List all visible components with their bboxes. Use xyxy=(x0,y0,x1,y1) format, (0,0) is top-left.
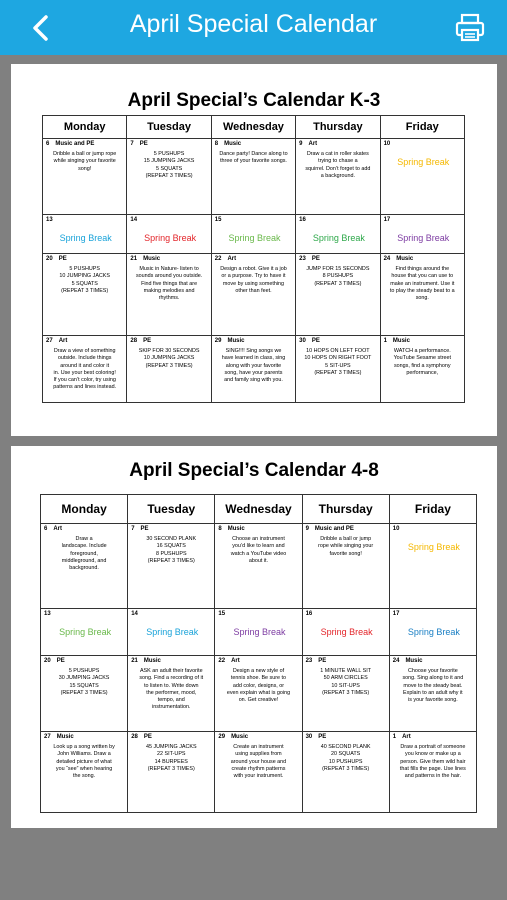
day-cell xyxy=(127,139,211,215)
spring-break-label: Spring Break xyxy=(59,233,112,243)
day-number: 13 xyxy=(46,217,53,223)
activity-text: Look up a song written by John Williams. Draw a detailed picture of what you “see” when hearing the song. xyxy=(53,744,115,780)
day-subject: PE xyxy=(140,526,149,532)
day-number: 27 xyxy=(44,734,51,740)
day-header xyxy=(43,139,126,147)
day-number: 1 xyxy=(392,734,397,740)
activity-text: Design a robot. Give it a job or a purpose. Try to have it move by using something other than feet. xyxy=(220,266,287,294)
day-number: 7 xyxy=(130,141,134,147)
day-number: 28 xyxy=(131,734,138,740)
weekday-header-row xyxy=(41,495,477,524)
activity-text: SING!!!! Sing songs we have learned in class, sing along with your favorite song, have your parents and family sing with you. xyxy=(221,348,286,384)
day-number: 17 xyxy=(392,611,400,617)
day-cell xyxy=(296,254,380,336)
day-cell xyxy=(41,732,128,813)
day-cell xyxy=(380,215,464,254)
day-subject: Art xyxy=(227,256,237,262)
day-subject: Music xyxy=(231,734,249,740)
spring-break-label: Spring Break xyxy=(407,627,460,637)
day-header xyxy=(127,215,210,223)
week-row xyxy=(41,656,477,732)
day-number: 6 xyxy=(46,141,50,147)
day-number: 8 xyxy=(218,526,222,532)
day-cell xyxy=(211,254,295,336)
day-number: 21 xyxy=(131,658,138,664)
day-number: 28 xyxy=(130,338,138,344)
activity-text: 30 SECOND PLANK 16 SQUATS 8 PUSHUPS (REPEAT 3 TIMES) xyxy=(146,536,197,564)
day-header xyxy=(212,254,295,262)
day-header xyxy=(390,524,476,532)
day-header xyxy=(127,254,210,262)
activity-text: Choose an instrument you’d like to learn and watch a YouTube video about it. xyxy=(230,536,287,564)
week-row xyxy=(41,524,477,609)
day-header xyxy=(390,656,476,664)
day-subject: PE xyxy=(311,338,320,344)
activity-text: Draw a landscape. Include foreground, middleground, and background. xyxy=(61,536,107,572)
spring-break-label: Spring Break xyxy=(397,233,450,243)
activity-text: 40 SECOND PLANK 20 SQUATS 10 PUSHUPS (REPEAT 3 TIMES) xyxy=(320,744,371,772)
weekday-header: Tuesday xyxy=(127,116,211,139)
day-cell xyxy=(41,524,128,609)
day-number: 17 xyxy=(383,217,391,223)
activity-text: Design a new style of tennis shoe. Be sure to add color, designs, or even explain what is going on. Get creative! xyxy=(226,668,291,704)
activity-text: 45 JUMPING JACKS 22 SIT-UPS 14 BURPEES (REPEAT 3 TIMES) xyxy=(145,744,197,772)
day-subject: Art xyxy=(231,658,240,664)
day-header xyxy=(381,215,464,223)
spring-break-label: Spring Break xyxy=(320,627,373,637)
day-cell xyxy=(128,656,215,732)
day-subject: Music xyxy=(392,338,410,344)
day-cell xyxy=(380,336,464,403)
day-cell xyxy=(215,656,302,732)
day-number: 24 xyxy=(383,256,391,262)
day-cell xyxy=(296,336,380,403)
day-number: 14 xyxy=(130,217,138,223)
day-header xyxy=(212,336,295,344)
spring-break-label: Spring Break xyxy=(228,233,281,243)
day-cell xyxy=(302,524,389,609)
day-cell xyxy=(41,656,128,732)
day-cell xyxy=(211,336,295,403)
activity-text: Choose your favorite song. Sing along to it and move to the steady beat. Explain to an adult why it is your favorite song. xyxy=(402,668,464,704)
day-cell xyxy=(296,139,380,215)
day-subject: PE xyxy=(58,256,67,262)
day-subject: Music xyxy=(405,658,423,664)
day-header xyxy=(41,656,127,664)
spring-break-label: Spring Break xyxy=(233,627,286,637)
day-subject: Music xyxy=(396,256,414,262)
day-number: 9 xyxy=(305,526,309,532)
day-number: 15 xyxy=(218,611,226,617)
activity-text: 1 MINUTE WALL SIT 50 ARM CIRCLES 10 SIT-UPS (REPEAT 3 TIMES) xyxy=(320,668,372,696)
weekday-header: Wednesday xyxy=(215,495,302,524)
day-header xyxy=(215,524,301,532)
printer-icon xyxy=(454,13,486,43)
day-cell xyxy=(43,215,127,254)
day-subject: Art xyxy=(308,141,318,147)
day-number: 14 xyxy=(131,611,138,617)
day-number: 10 xyxy=(392,526,400,532)
day-cell xyxy=(43,254,127,336)
day-subject: Music xyxy=(143,658,161,664)
day-cell xyxy=(389,656,476,732)
day-number: 21 xyxy=(130,256,138,262)
activity-text: Draw a portrait of someone you know or make up a person. Give them wild hair that fills the page. Use lines and patterns in the hair. xyxy=(399,744,466,780)
day-header xyxy=(212,139,295,147)
day-cell xyxy=(380,254,464,336)
day-subject: Music xyxy=(227,338,245,344)
day-header xyxy=(303,524,389,532)
weekday-header: Friday xyxy=(389,495,476,524)
day-cell xyxy=(389,732,476,813)
weekday-header: Monday xyxy=(43,116,127,139)
day-cell xyxy=(302,732,389,813)
calendar-table xyxy=(40,494,477,813)
day-number: 29 xyxy=(214,338,222,344)
day-cell xyxy=(127,254,211,336)
weekday-header: Friday xyxy=(380,116,464,139)
day-number: 1 xyxy=(383,338,387,344)
day-header xyxy=(303,656,389,664)
activity-text: Music in Nature- listen to sounds around you outside. Find five things that are making melodies and rhythms. xyxy=(135,266,203,302)
day-header xyxy=(296,336,379,344)
weekday-header: Wednesday xyxy=(211,116,295,139)
day-cell xyxy=(43,139,127,215)
day-header xyxy=(296,139,379,147)
activity-text: 5 PUSHUPS 30 JUMPING JACKS 15 SQUATS (REPEAT 3 TIMES) xyxy=(58,668,110,696)
day-number: 7 xyxy=(131,526,135,532)
day-header xyxy=(303,732,389,740)
spring-break-label: Spring Break xyxy=(59,627,112,637)
day-number: 22 xyxy=(214,256,222,262)
activity-text: SKIP FOR 30 SECONDS 10 JUMPING JACKS (REPEAT 3 TIMES) xyxy=(138,348,200,369)
day-number: 30 xyxy=(305,734,313,740)
day-header xyxy=(127,336,210,344)
top-app-bar xyxy=(0,0,507,55)
day-cell xyxy=(41,609,128,656)
day-number: 23 xyxy=(305,658,313,664)
day-cell xyxy=(43,336,127,403)
day-number: 13 xyxy=(44,611,51,617)
day-number: 30 xyxy=(299,338,306,344)
calendar-page-4-8 xyxy=(11,446,497,828)
day-number: 6 xyxy=(44,526,48,532)
day-subject: PE xyxy=(318,734,327,740)
week-row xyxy=(41,609,477,656)
day-subject: PE xyxy=(56,658,65,664)
day-header xyxy=(43,336,126,344)
calendar-title: April Special’s Calendar 4-8 xyxy=(129,460,379,481)
day-cell xyxy=(128,609,215,656)
day-header xyxy=(296,215,379,223)
day-number: 16 xyxy=(305,611,313,617)
weekday-header: Tuesday xyxy=(128,495,215,524)
day-subject: Music and PE xyxy=(314,526,354,532)
day-number: 29 xyxy=(218,734,226,740)
day-subject: PE xyxy=(143,338,152,344)
activity-text: Dance party! Dance along to three of your favorite songs. xyxy=(219,151,288,165)
day-number: 20 xyxy=(44,658,51,664)
week-row xyxy=(43,215,465,254)
spring-break-label: Spring Break xyxy=(144,233,197,243)
spring-break-label: Spring Break xyxy=(397,157,450,167)
calendar-table xyxy=(42,115,465,403)
day-cell xyxy=(389,524,476,609)
day-subject: Art xyxy=(53,526,63,532)
day-header xyxy=(128,656,214,664)
activity-text: JUMP FOR 15 SECONDS 8 PUSHUPS (REPEAT 3 TIMES) xyxy=(306,266,370,287)
day-subject: PE xyxy=(139,141,148,147)
day-header xyxy=(128,524,214,532)
day-subject: Music xyxy=(227,526,245,532)
day-number: 24 xyxy=(392,658,400,664)
day-header xyxy=(215,656,301,664)
activity-text: Dribble a ball or jump rope while singing your favorite song! xyxy=(53,151,117,172)
week-row xyxy=(43,139,465,215)
weekday-header-row xyxy=(43,116,465,139)
day-subject: Art xyxy=(58,338,68,344)
day-number: 15 xyxy=(214,217,222,223)
weekday-header: Thursday xyxy=(296,116,380,139)
activity-text: 5 PUSHUPS 15 JUMPING JACKS 5 SQUATS (REPEAT 3 TIMES) xyxy=(143,151,195,179)
day-cell xyxy=(215,732,302,813)
day-cell xyxy=(215,609,302,656)
day-cell xyxy=(127,336,211,403)
weekday-header: Thursday xyxy=(302,495,389,524)
day-header xyxy=(390,609,476,617)
activity-text: Draw a view of something outside. Include things around it and color it in. Use your best coloring! If you can’t color, try using patterns and lines instead. xyxy=(53,348,117,391)
day-subject: PE xyxy=(143,734,152,740)
day-header xyxy=(381,139,464,147)
day-cell xyxy=(211,139,295,215)
day-cell xyxy=(127,215,211,254)
day-header xyxy=(41,732,127,740)
day-subject: Art xyxy=(402,734,411,740)
week-row xyxy=(43,336,465,403)
activity-text: Dribble a ball or jump rope while singing your favorite song! xyxy=(318,536,374,557)
day-header xyxy=(128,732,214,740)
day-number: 27 xyxy=(46,338,53,344)
day-number: 10 xyxy=(383,141,391,147)
day-subject: PE xyxy=(318,658,327,664)
day-cell xyxy=(215,524,302,609)
day-cell xyxy=(128,732,215,813)
activity-text: WATCH a performance. YouTube Sesame street songs, find a symphony performance, xyxy=(393,348,451,376)
day-cell xyxy=(296,215,380,254)
day-header xyxy=(296,254,379,262)
day-cell xyxy=(302,656,389,732)
day-header xyxy=(41,524,127,532)
activity-text: Find things around the house that you can use to make an instrument. Use it to play the steady beat to a song. xyxy=(389,266,455,302)
day-header xyxy=(43,254,126,262)
day-header xyxy=(212,215,295,223)
page-title: April Special Calendar xyxy=(129,10,378,38)
activity-text: Draw a cat in roller skates trying to chase a squirrel. Don’t forget to add a background. xyxy=(305,151,371,179)
weekday-header: Monday xyxy=(41,495,128,524)
day-subject: Music xyxy=(56,734,74,740)
day-subject: Music xyxy=(224,141,242,147)
day-header xyxy=(215,732,301,740)
day-header xyxy=(215,609,301,617)
activity-text: 5 PUSHUPS 10 JUMPING JACKS 5 SQUATS (REPEAT 3 TIMES) xyxy=(59,266,110,294)
day-subject: Music and PE xyxy=(55,141,95,147)
activity-text: Create an instrument using supplies from around your house and create rhythm patterns with your instrument. xyxy=(230,744,287,780)
spring-break-label: Spring Break xyxy=(407,542,460,552)
day-subject: PE xyxy=(311,256,320,262)
calendar-page-k3 xyxy=(11,64,497,436)
activity-text: 10 HOPS ON LEFT FOOT 10 HOPS ON RIGHT FOOT 5 SIT-UPS (REPEAT 3 TIMES) xyxy=(304,348,372,376)
day-number: 8 xyxy=(214,141,219,147)
day-number: 16 xyxy=(299,217,306,223)
day-cell xyxy=(380,139,464,215)
print-button[interactable] xyxy=(454,13,486,43)
day-cell xyxy=(389,609,476,656)
day-header xyxy=(43,215,126,223)
day-header xyxy=(127,139,210,147)
day-header xyxy=(381,254,464,262)
day-header xyxy=(381,336,464,344)
day-number: 9 xyxy=(299,141,303,147)
week-row xyxy=(41,732,477,813)
day-number: 23 xyxy=(299,256,306,262)
day-header xyxy=(128,609,214,617)
activity-text: ASK an adult their favorite song. Find a recording of it to listen to. Write down the performer, mood, tempo, and instrumentation. xyxy=(139,668,204,711)
day-header xyxy=(303,609,389,617)
day-cell xyxy=(302,609,389,656)
spring-break-label: Spring Break xyxy=(312,233,365,243)
day-number: 22 xyxy=(218,658,226,664)
day-number: 20 xyxy=(46,256,53,262)
day-header xyxy=(41,609,127,617)
week-row xyxy=(43,254,465,336)
day-cell xyxy=(128,524,215,609)
calendar-title: April Special’s Calendar K-3 xyxy=(127,90,381,111)
spring-break-label: Spring Break xyxy=(146,627,199,637)
day-cell xyxy=(211,215,295,254)
day-subject: Music xyxy=(143,256,161,262)
day-header xyxy=(390,732,476,740)
